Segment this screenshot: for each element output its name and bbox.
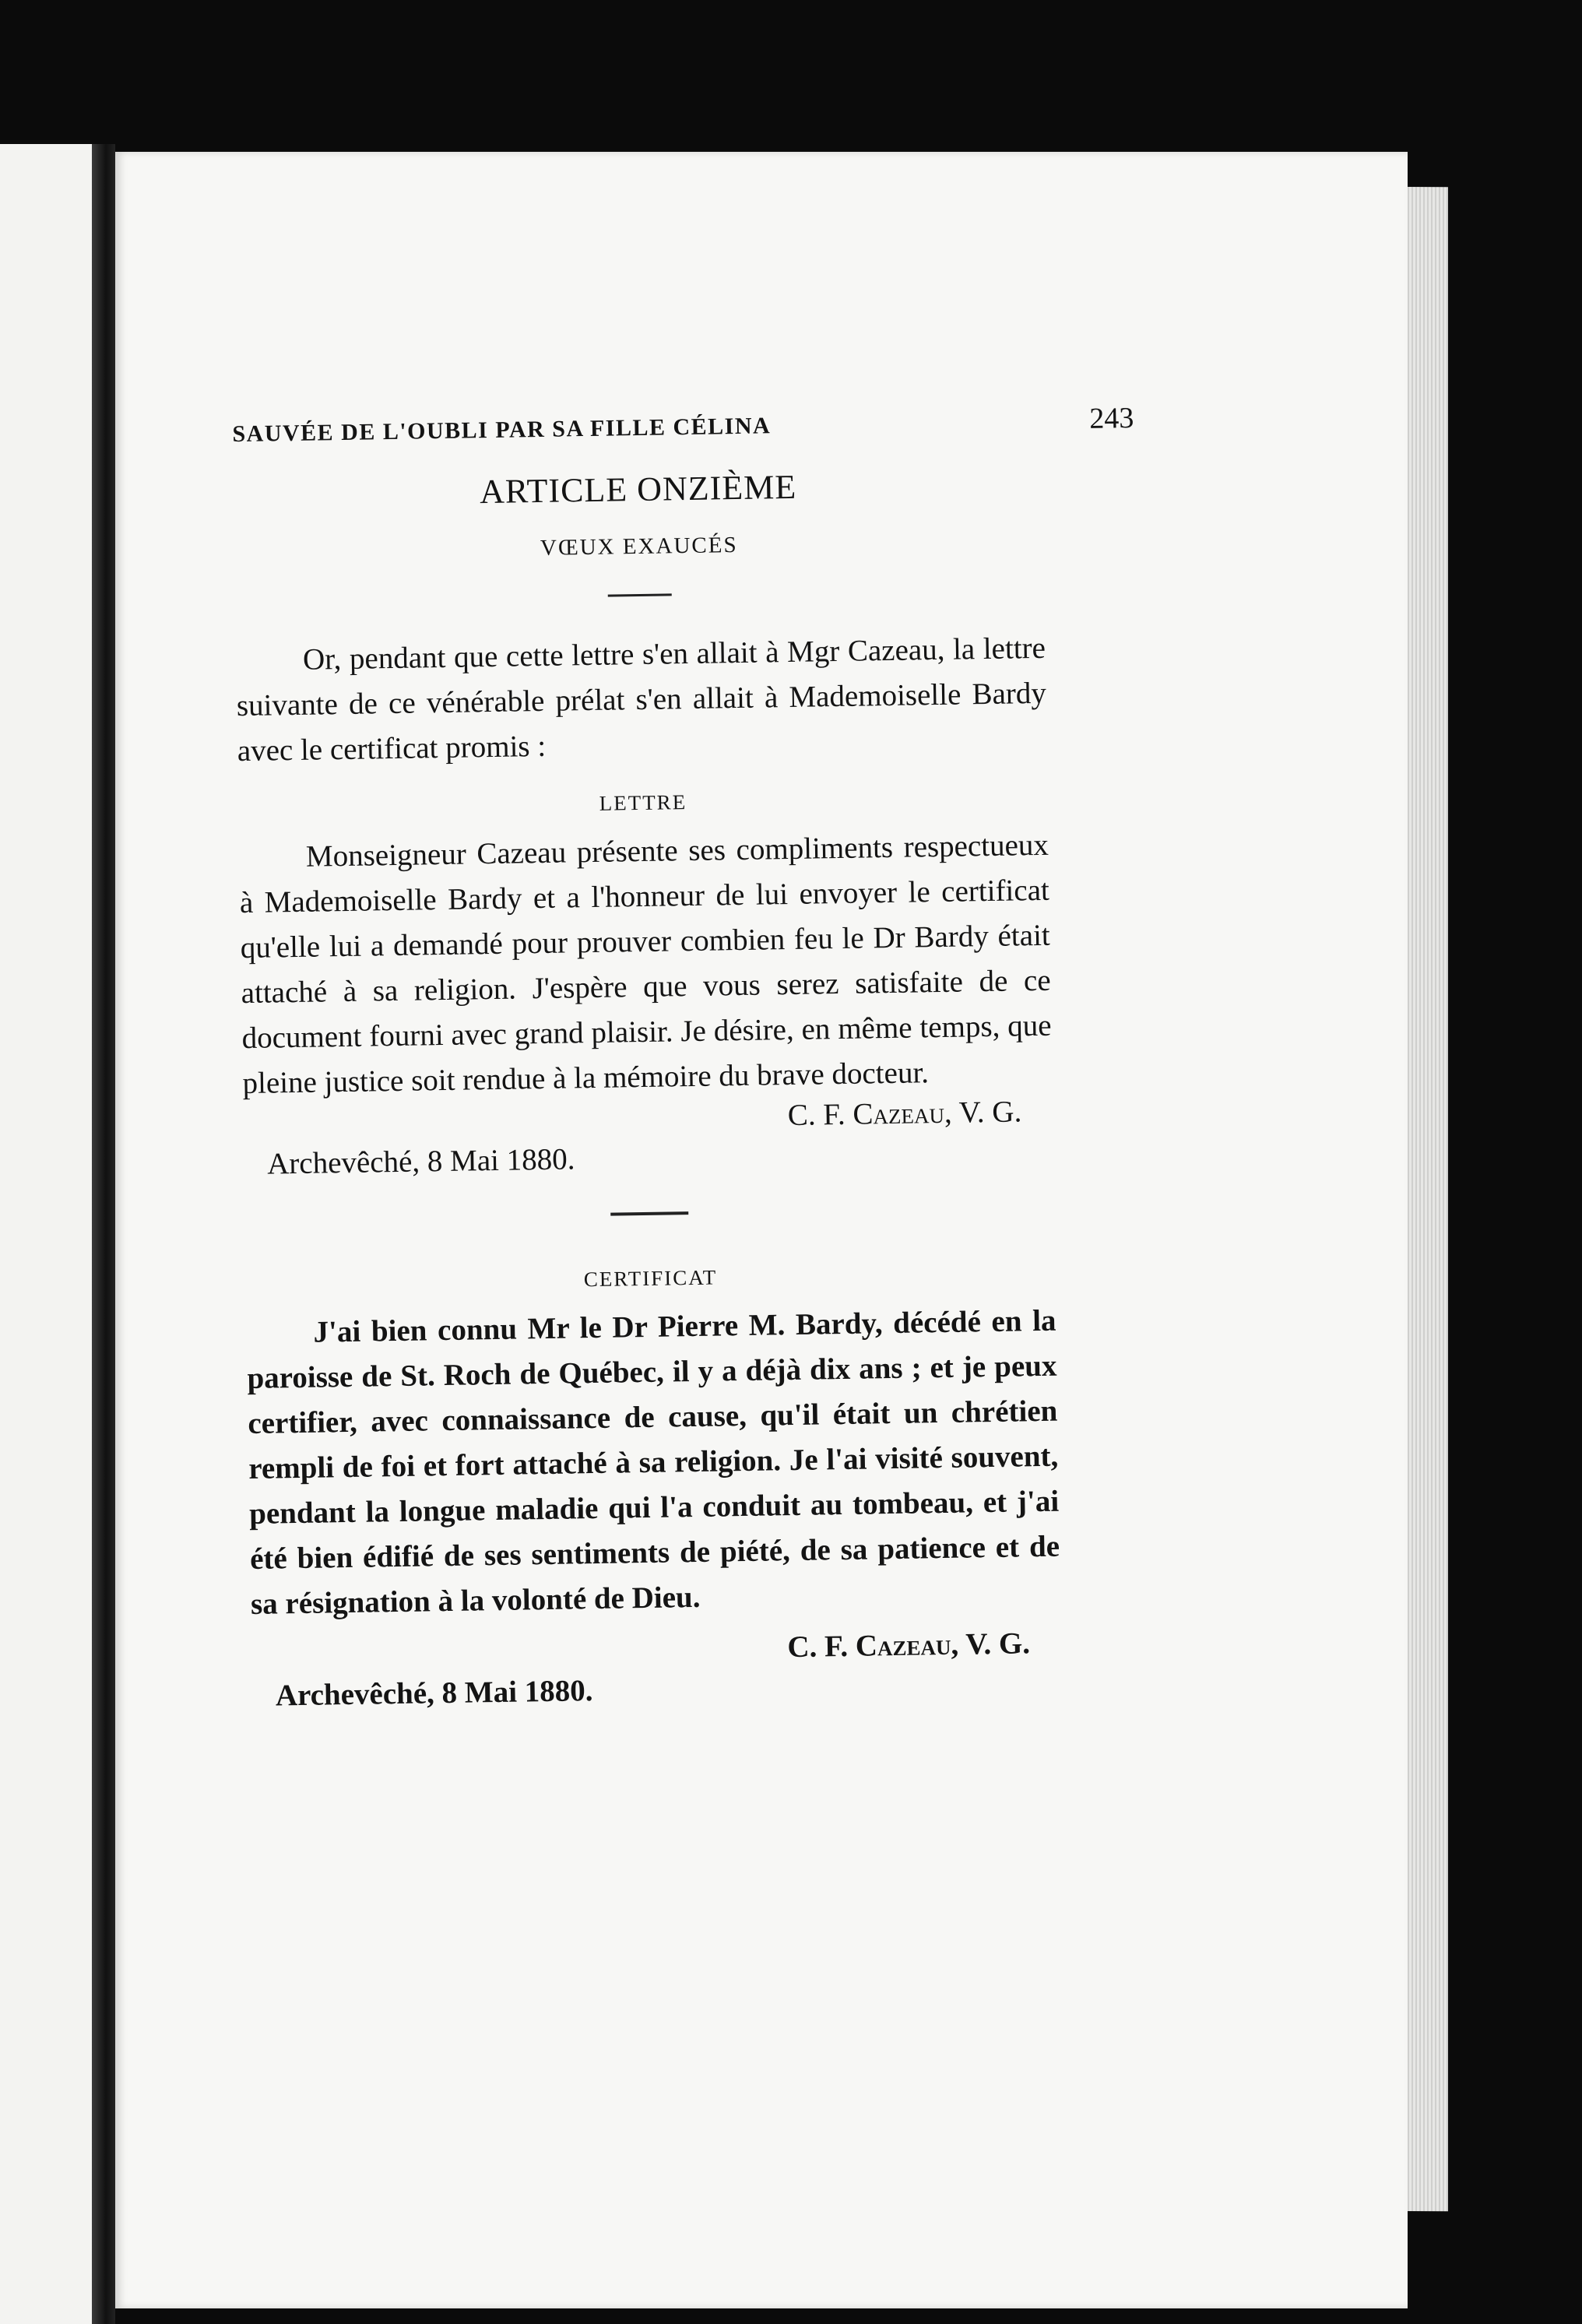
letter-signoff — [243, 1094, 1053, 1184]
article-subtitle: VŒUX EXAUCÉS — [540, 532, 738, 561]
certificate-heading: CERTIFICAT — [583, 1265, 718, 1292]
certificate-section — [245, 1260, 1062, 1716]
letter-body: Monseigneur Cazeau présente ses compliments respectueux à Mademoiselle Bardy et a l'honneur de lui envoyer le certificat qu'elle lui a demandé pour prouver combien feu le Dr Bardy était attaché à sa religion. J'espère que vous serez satisfaite de ce document fourni avec grand plaisir. Je désire, en même temps, que pleine justice soit rendue à la mémoire du brave docteur. — [239, 828, 1052, 1101]
letter-dateline: Archevêché, 8 Mai 1880. — [266, 1142, 575, 1181]
facing-page — [0, 144, 103, 2324]
letter-heading: LETTRE — [599, 790, 687, 815]
letter-signature: C. F. Cazeau, V. G. — [787, 1095, 1022, 1133]
section-divider — [608, 593, 672, 596]
letter-section — [238, 785, 1054, 1184]
certificate-dateline: Archevêché, 8 Mai 1880. — [275, 1674, 593, 1713]
running-title: SAUVÉE DE L'OUBLI PAR SA FILLE CÉLINA — [232, 413, 772, 448]
page-number: 243 — [1088, 401, 1134, 435]
book-page — [115, 152, 1408, 2308]
certificate-signature: C. F. Cazeau, V. G. — [787, 1626, 1031, 1665]
certificate-signoff — [251, 1626, 1062, 1716]
certificate-body: J'ai bien connu Mr le Dr Pierre M. Bardy, décédé en la paroisse de St. Roch de Québec, il y a déjà dix ans ; et je peux certifier, avec connaissance de cause, qu'il était un chrétien rempli de foi et fort attaché à sa religion. Je l'ai visité souvent, pendant la longue maladie qui l'a conduit au tombeau, et j'ai été bien édifié de ses sentiments de piété, de sa patience et de sa résignation à la volonté de Dieu. — [247, 1303, 1060, 1621]
article-title: ARTICLE ONZIÈME — [479, 467, 797, 512]
intro-paragraph: Or, pendant que cette lettre s'en allait à Mgr Cazeau, la lettre suivante de ce vénérable prélat s'en allait à Mademoiselle Bardy avec le certificat promis : — [236, 631, 1047, 768]
running-head — [232, 401, 1134, 462]
book-gutter — [92, 144, 115, 2324]
section-divider — [610, 1211, 688, 1216]
page-content — [232, 401, 1134, 1716]
